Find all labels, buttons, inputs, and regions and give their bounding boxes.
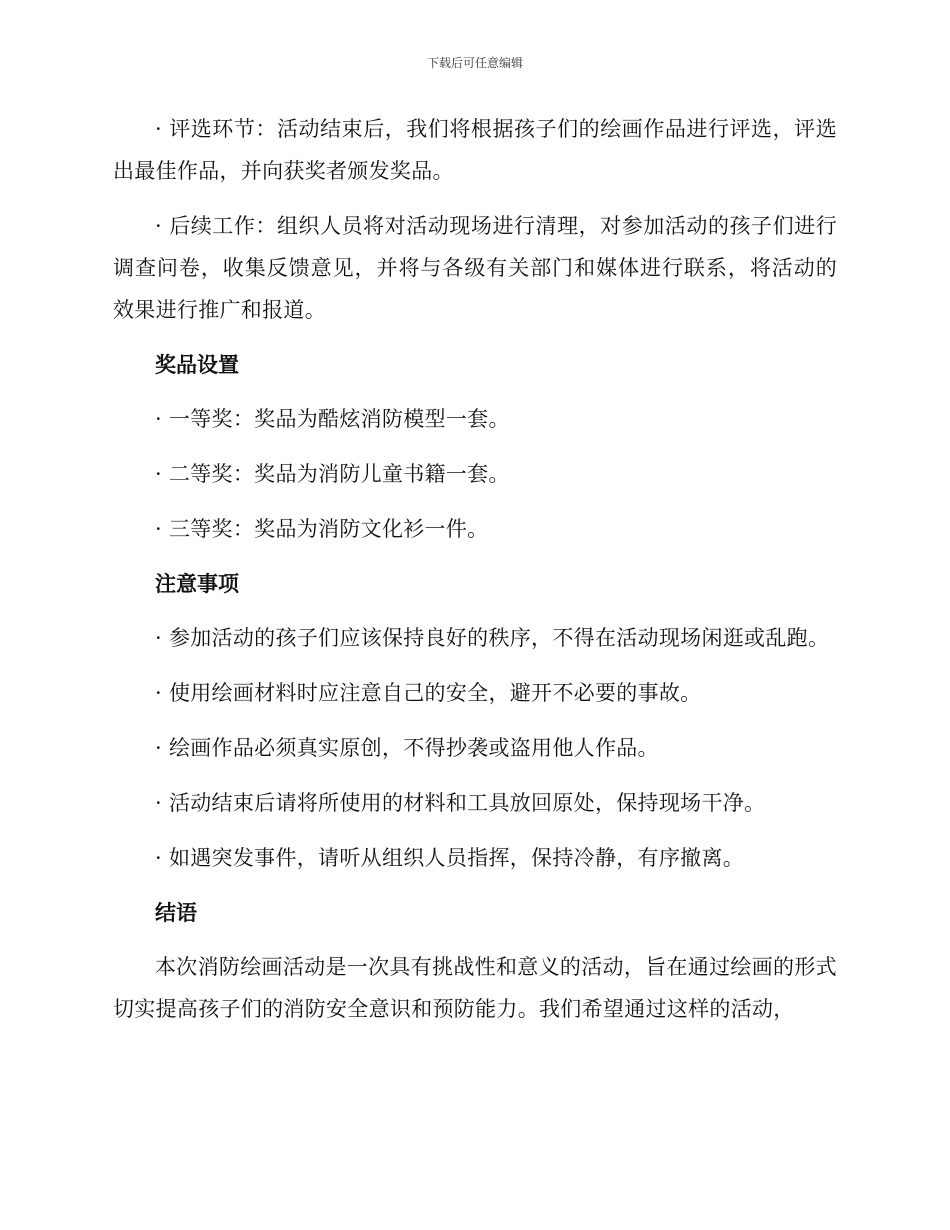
list-item-prize-second: · 二等奖：奖品为消防儿童书籍一套。 — [155, 462, 510, 486]
paragraph-followup: · 后续工作：组织人员将对活动现场进行清理，对参加活动的孩子们进行调查问卷，收集反馈意见，并将与各级有关部门和媒体进行联系，将活动的效果进行推广和报道。 — [113, 214, 837, 322]
list-item-note-cleanup: · 活动结束后请将所使用的材料和工具放回原处，保持现场干净。 — [155, 791, 766, 815]
page-header: 下载后可任意编辑 — [426, 56, 523, 70]
list-item-note-safety: · 使用绘画材料时应注意自己的安全，避开不必要的事故。 — [155, 681, 702, 705]
heading-notes: 注意事项 — [155, 572, 239, 596]
heading-conclusion: 结语 — [155, 901, 197, 925]
list-item-note-order: · 参加活动的孩子们应该保持良好的秩序，不得在活动现场闲逛或乱跑。 — [155, 626, 830, 650]
list-item-note-emergency: · 如遇突发事件，请听从组织人员指挥，保持冷静，有序撤离。 — [155, 846, 745, 870]
heading-prizes: 奖品设置 — [155, 353, 239, 377]
document-body — [113, 108, 837, 1043]
paragraph-judging: · 评选环节：活动结束后，我们将根据孩子们的绘画作品进行评选，评选出最佳作品，并向获奖者颁发奖品。 — [113, 117, 837, 183]
paragraph-conclusion: 本次消防绘画活动是一次具有挑战性和意义的活动，旨在通过绘画的形式切实提高孩子们的消防安全意识和预防能力。我们希望通过这样的活动， — [113, 955, 837, 1021]
list-item-prize-third: · 三等奖：奖品为消防文化衫一件。 — [155, 517, 489, 541]
list-item-prize-first: · 一等奖：奖品为酷炫消防模型一套。 — [155, 407, 510, 431]
list-item-note-original: · 绘画作品必须真实原创，不得抄袭或盗用他人作品。 — [155, 736, 659, 760]
